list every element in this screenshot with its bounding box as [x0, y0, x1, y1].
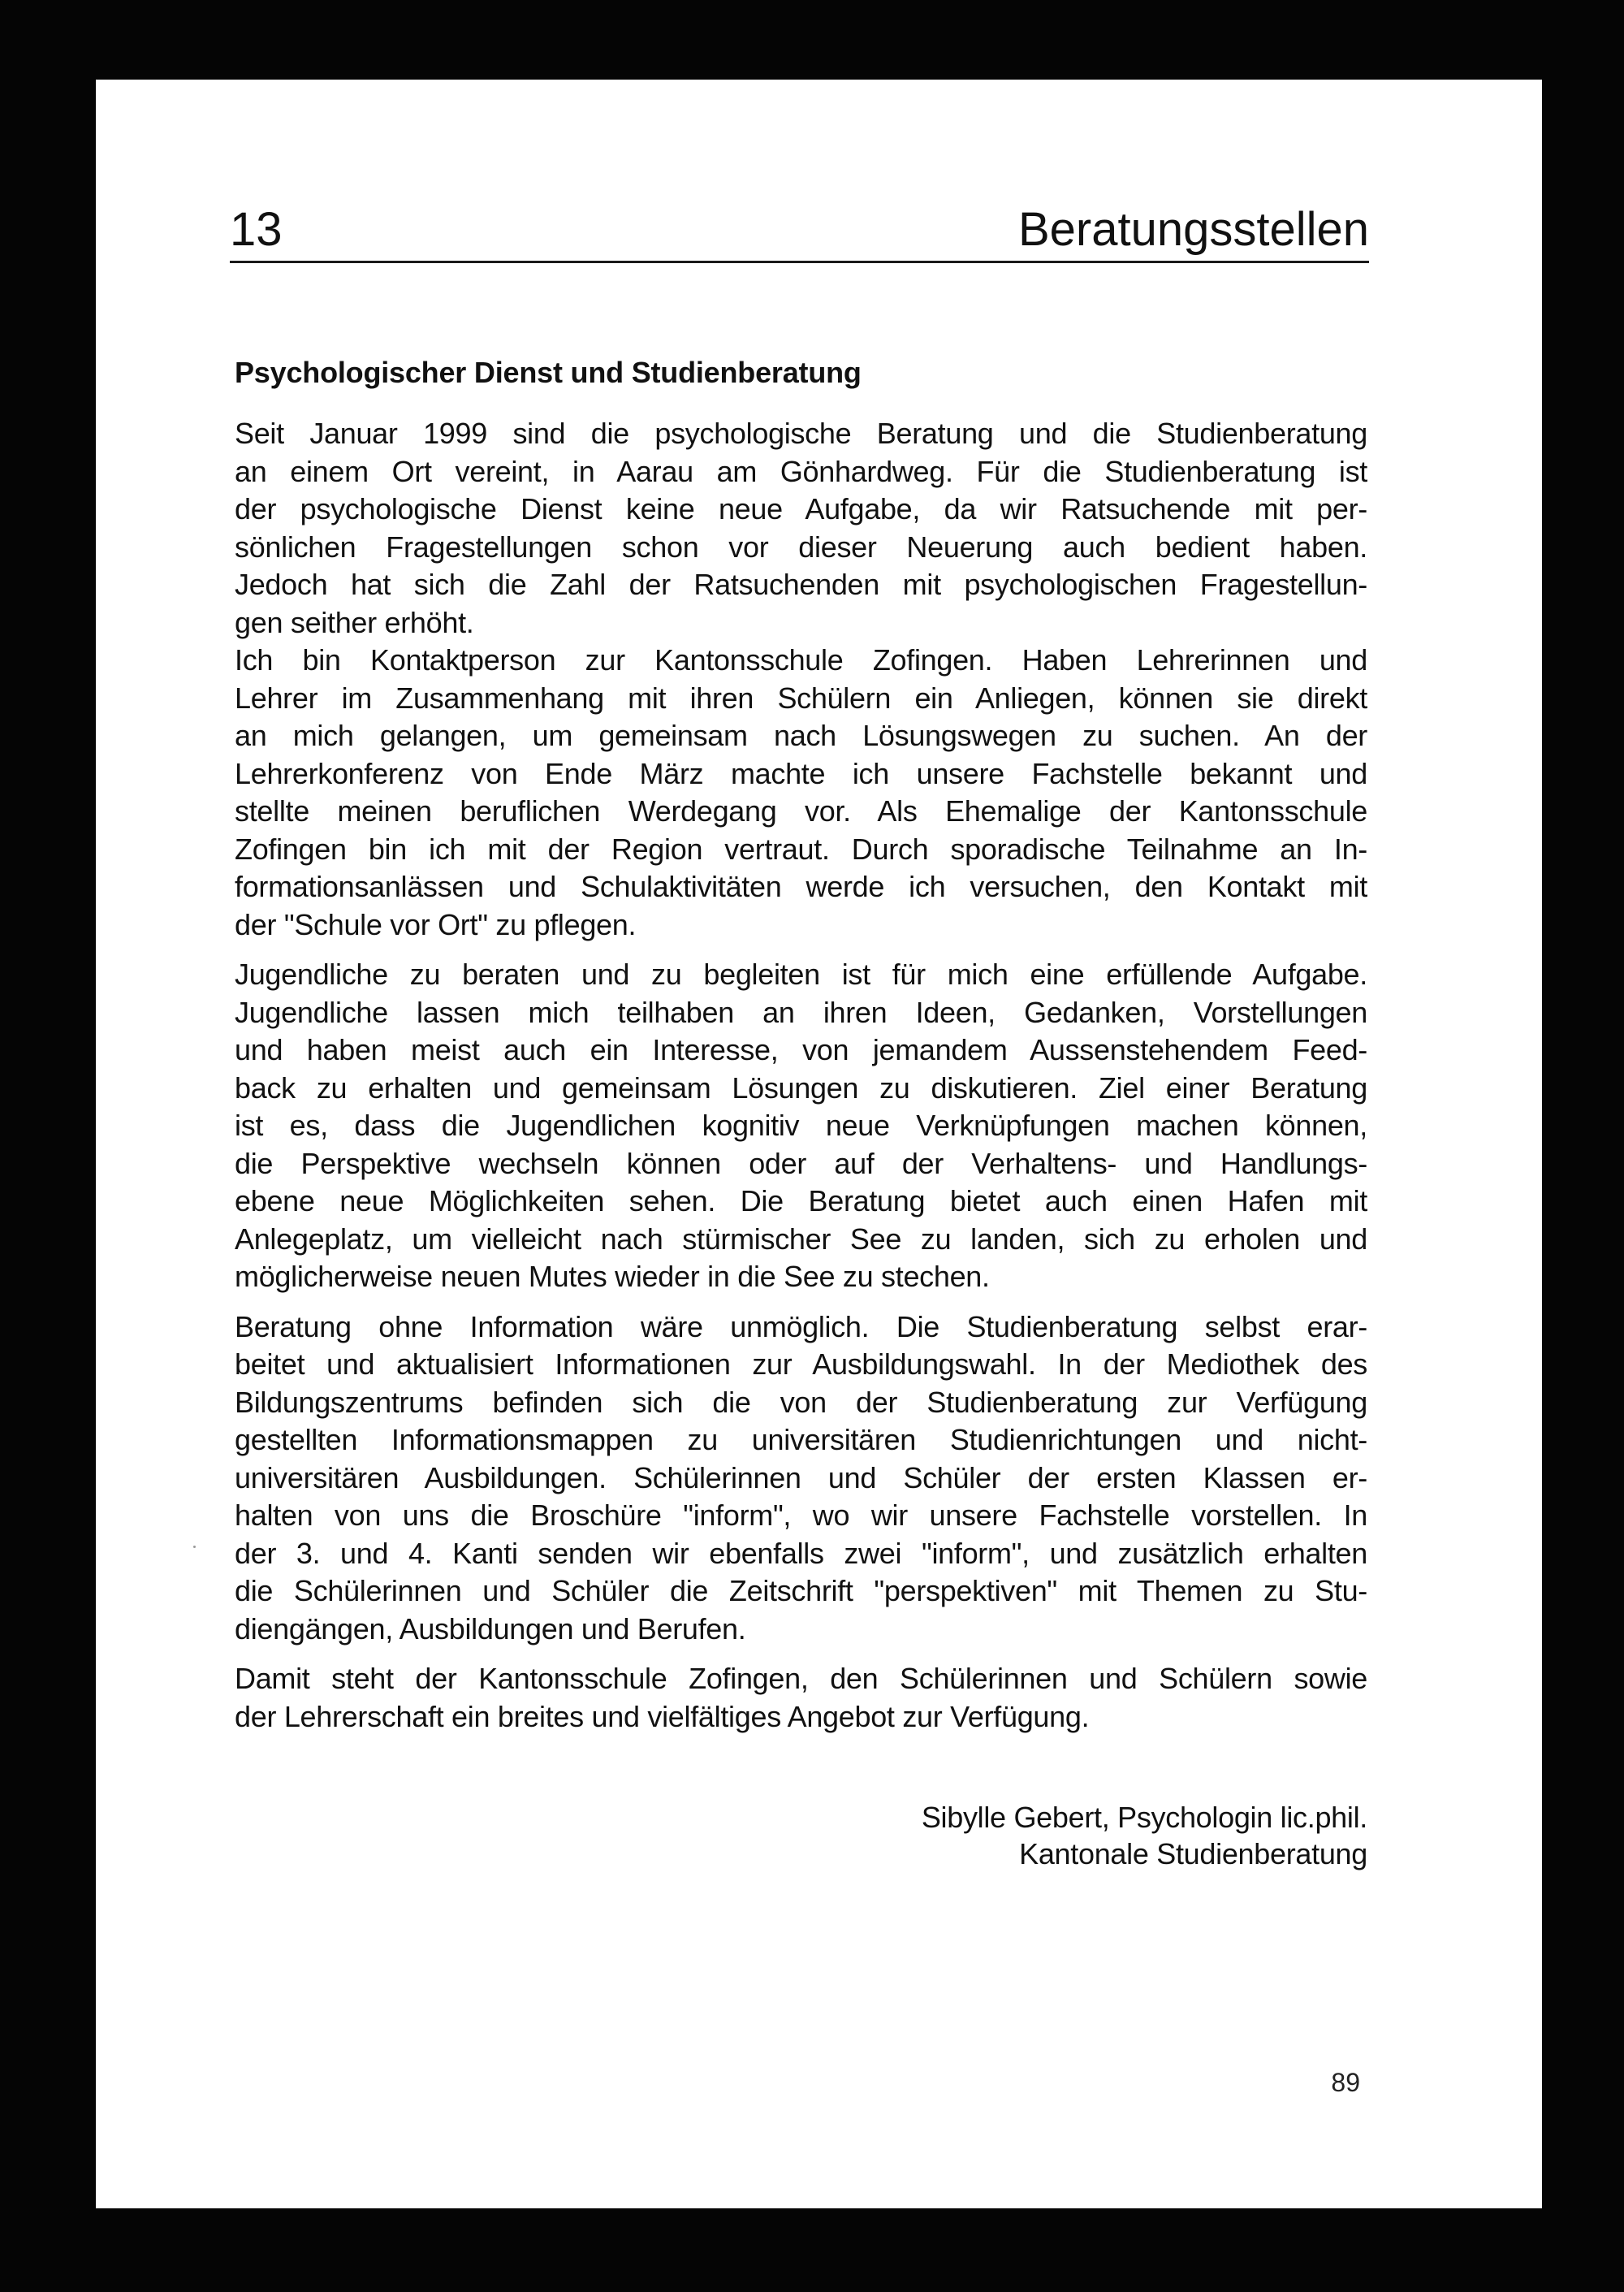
text-line: möglicherweise neuen Mutes wieder in die See zu stechen.	[235, 1260, 990, 1293]
document-page	[96, 80, 1542, 2208]
text-line: Damit steht der Kantonsschule Zofingen, den Schülerinnen und Schülern sowie	[235, 1662, 1367, 1695]
text-line: Jugendliche zu beraten und zu begleiten ist für mich eine erfüllende Aufgabe.	[235, 958, 1367, 991]
paragraph-intro	[235, 415, 1367, 642]
text-line: Lehrerkonferenz von Ende März machte ich unsere Fachstelle bekannt und	[235, 756, 1367, 790]
text-line: der psychologische Dienst keine neue Aufgabe, da wir Ratsuchende mit per-	[235, 492, 1367, 525]
text-line: Seit Januar 1999 sind die psychologische Beratung und die Studienberatung	[235, 417, 1367, 450]
text-line: Anlegeplatz, um vielleicht nach stürmischer See zu landen, sich zu erholen und	[235, 1222, 1367, 1256]
text-line: ist es, dass die Jugendlichen kognitiv neue Verknüpfungen machen können,	[235, 1109, 1367, 1142]
text-line: die Perspektive wechseln können oder auf der Verhaltens- und Handlungs-	[235, 1146, 1367, 1180]
paragraph-conclusion	[235, 1660, 1367, 1736]
section-content	[235, 352, 1367, 1872]
paragraph-information	[235, 1308, 1367, 1649]
text-line: Lehrer im Zusammenhang mit ihren Schülern ein Anliegen, können sie direkt	[235, 681, 1367, 715]
text-line: Ich bin Kontaktperson zur Kantonsschule Zofingen. Haben Lehrerinnen und	[235, 643, 1367, 677]
text-line: beitet und aktualisiert Informationen zur Ausbildungswahl. In der Mediothek des	[235, 1347, 1367, 1381]
text-line: Bildungszentrums befinden sich die von der Studienberatung zur Verfügung	[235, 1385, 1367, 1419]
text-line: an mich gelangen, um gemeinsam nach Lösungswegen zu suchen. An der	[235, 719, 1367, 752]
chapter-header	[230, 193, 1369, 266]
text-line: Jugendliche lassen mich teilhaben an ihren Ideen, Gedanken, Vorstellungen	[235, 995, 1367, 1029]
paragraph-counseling	[235, 956, 1367, 1296]
text-line: diengängen, Ausbildungen und Berufen.	[235, 1611, 746, 1645]
text-line: ebene neue Möglichkeiten sehen. Die Beratung bietet auch einen Hafen mit	[235, 1184, 1367, 1217]
text-line: der Lehrerschaft ein breites und vielfältiges Angebot zur Verfügung.	[235, 1699, 1090, 1733]
text-line: Jedoch hat sich die Zahl der Ratsuchenden mit psychologischen Fragestellun-	[235, 568, 1367, 601]
text-line: die Schülerinnen und Schüler die Zeitschrift "perspektiven" mit Themen zu Stu-	[235, 1574, 1367, 1607]
text-line: Zofingen bin ich mit der Region vertraut. Durch sporadische Teilnahme an In-	[235, 832, 1367, 866]
page-number: 89	[1331, 2068, 1360, 2097]
text-line: sönlichen Fragestellungen schon vor dieser Neuerung auch bedient haben.	[235, 530, 1367, 564]
scan-speck	[193, 1546, 196, 1548]
signature-organization: Kantonale Studienberatung	[1019, 1837, 1367, 1870]
chapter-divider	[230, 261, 1369, 263]
text-line: der 3. und 4. Kanti senden wir ebenfalls zwei "inform", und zusätzlich erhalten	[235, 1536, 1367, 1570]
text-line: und haben meist auch ein Interesse, von jemandem Aussenstehendem Feed-	[235, 1033, 1367, 1066]
text-line: stellte meinen beruflichen Werdegang vor. Als Ehemalige der Kantonsschule	[235, 794, 1367, 828]
paragraph-contact	[235, 642, 1367, 944]
chapter-title: Beratungsstellen	[1017, 203, 1369, 256]
text-line: gen seither erhöht.	[235, 605, 474, 639]
signature-block	[235, 1799, 1367, 1872]
text-line: halten von uns die Broschüre "inform", wo wir unsere Fachstelle vorstellen. In	[235, 1498, 1367, 1532]
text-line: an einem Ort vereint, in Aarau am Gönhardweg. Für die Studienberatung ist	[235, 454, 1367, 488]
text-line: universitären Ausbildungen. Schülerinnen und Schüler der ersten Klassen er-	[235, 1460, 1367, 1494]
chapter-number: 13	[230, 203, 283, 256]
text-line: formationsanlässen und Schulaktivitäten werde ich versuchen, den Kontakt mit	[235, 870, 1367, 903]
section-heading: Psychologischer Dienst und Studienberatung	[235, 356, 862, 389]
text-line: Beratung ohne Information wäre unmöglich. Die Studienberatung selbst erar-	[235, 1309, 1367, 1343]
signature-name: Sibylle Gebert, Psychologin lic.phil.	[921, 1801, 1367, 1834]
text-line: gestellten Informationsmappen zu universitären Studienrichtungen und nicht-	[235, 1423, 1367, 1456]
text-line: der "Schule vor Ort" zu pflegen.	[235, 907, 637, 941]
text-line: back zu erhalten und gemeinsam Lösungen zu diskutieren. Ziel einer Beratung	[235, 1070, 1367, 1105]
